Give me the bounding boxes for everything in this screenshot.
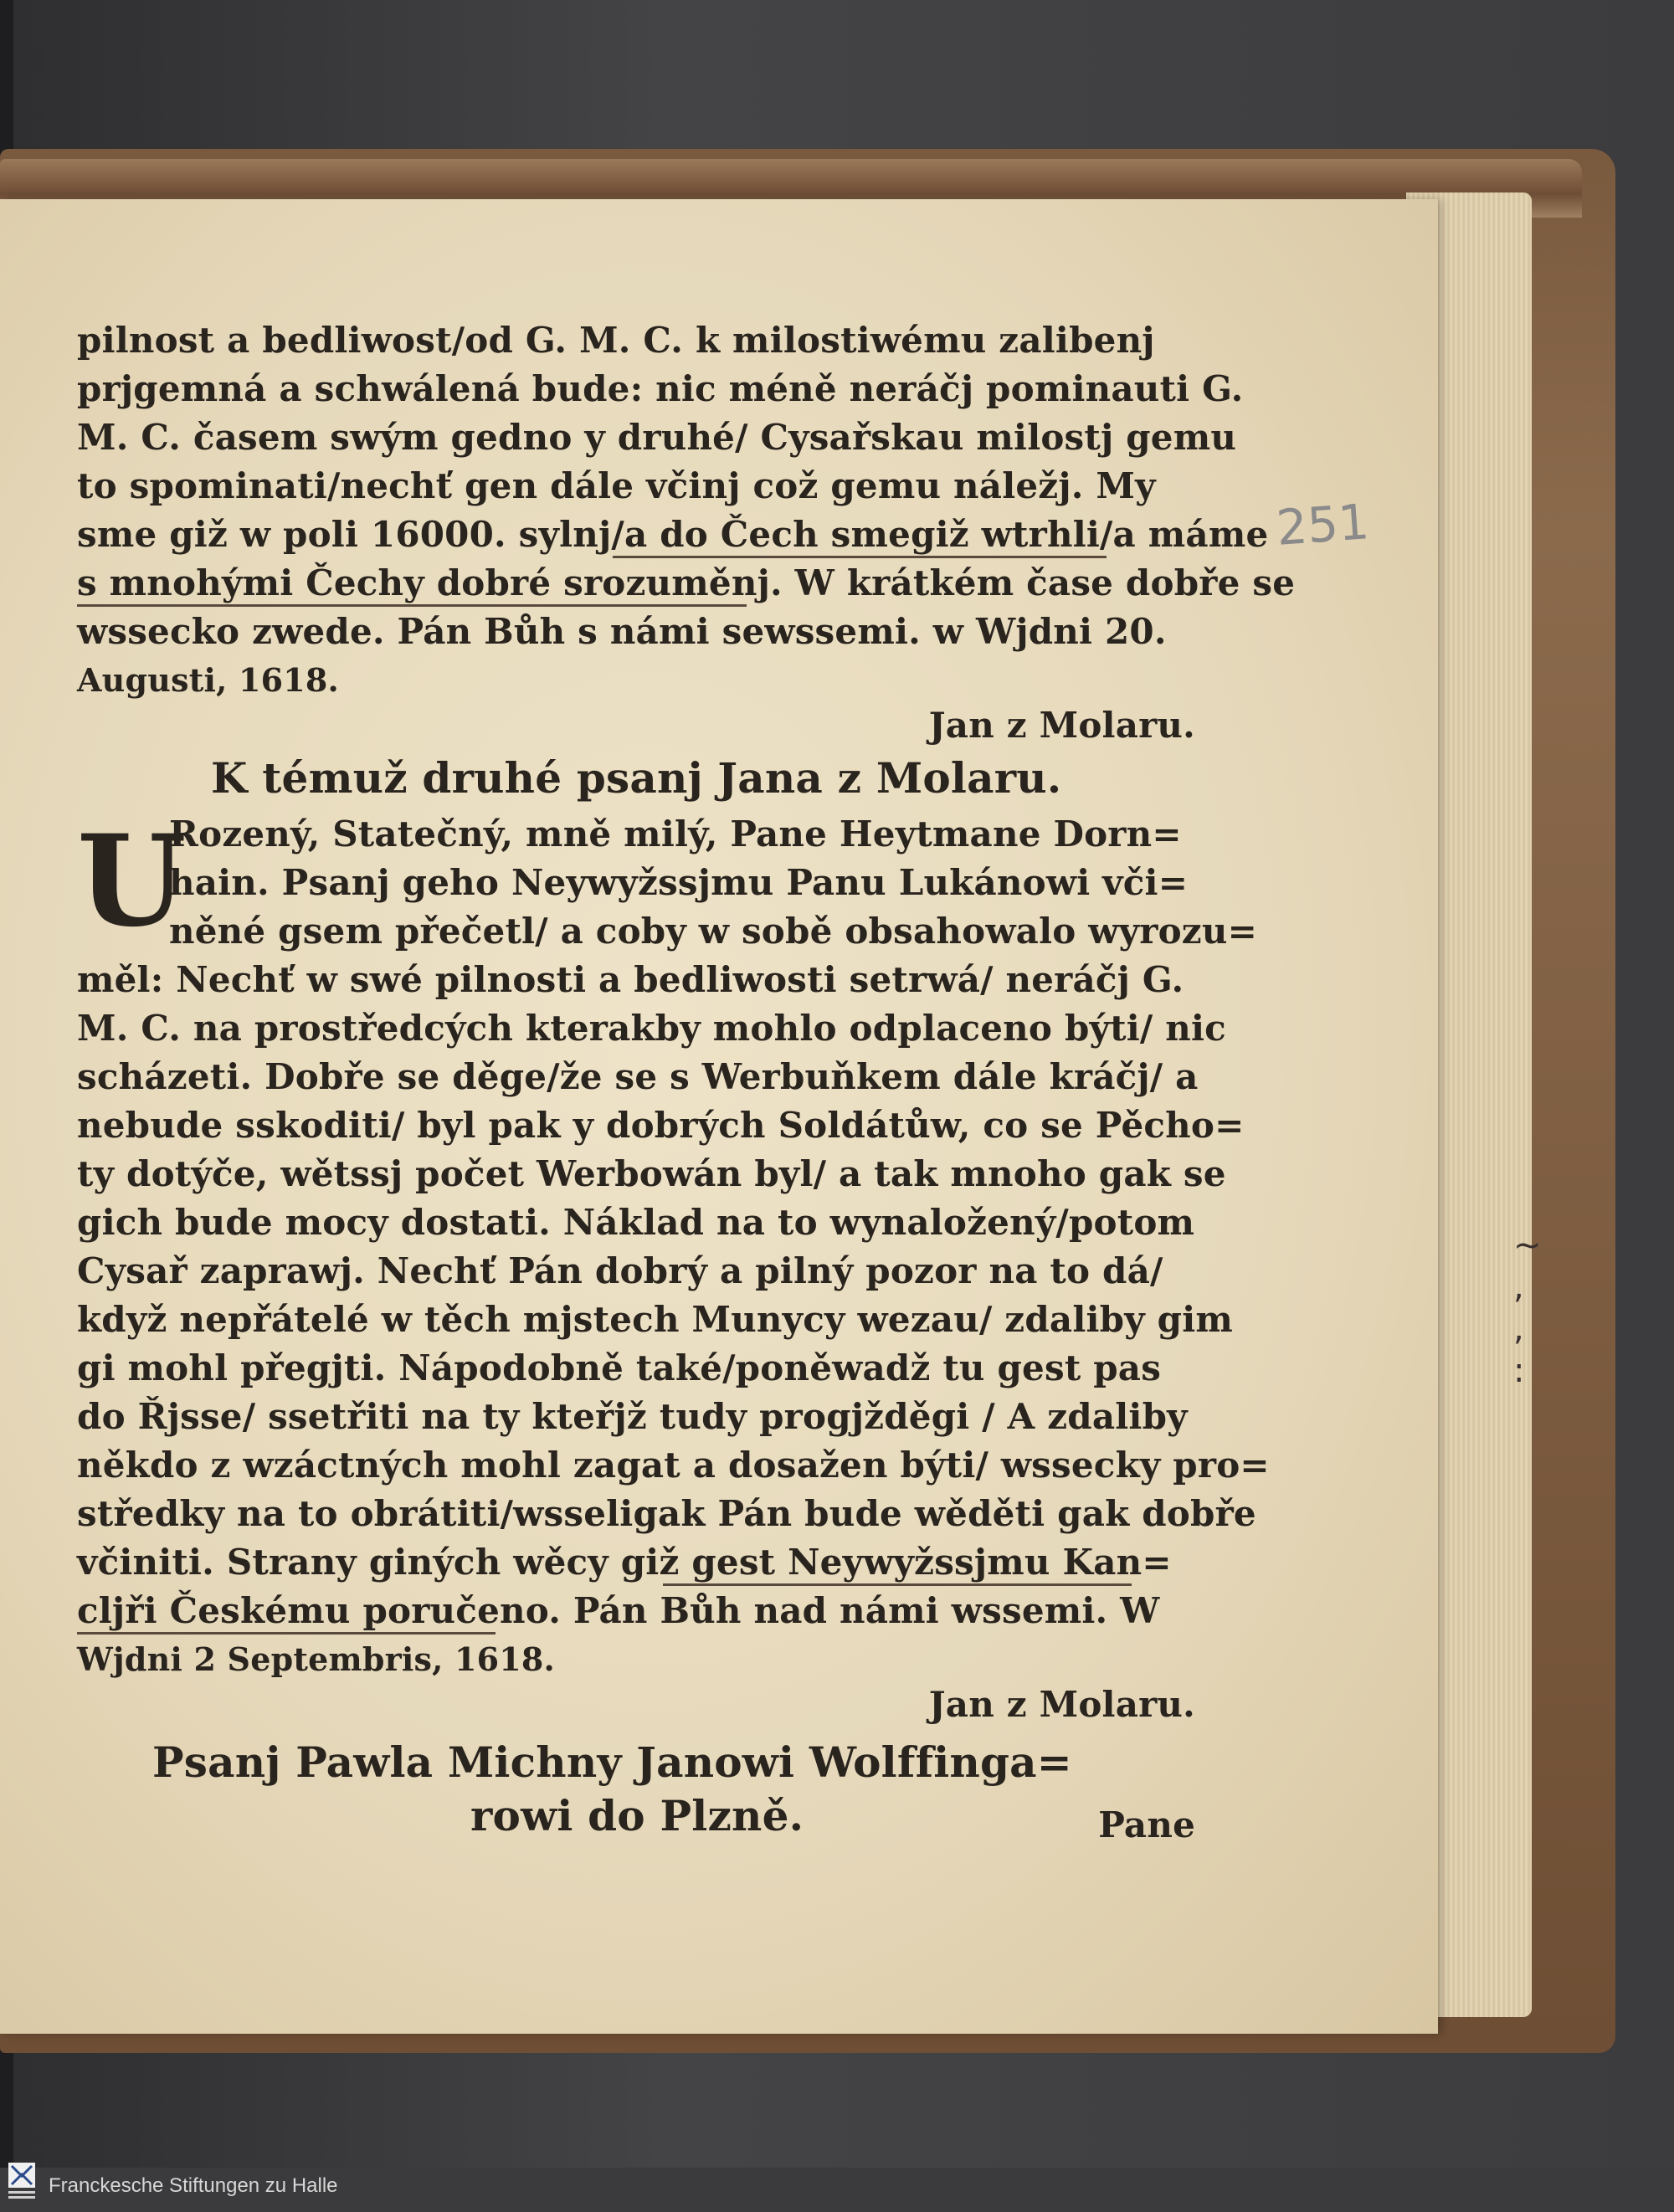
signature: Jan z Molaru. <box>928 1684 1195 1725</box>
text-line: včiniti. Strany giných wěcy giž gest Neywyžssjmu Kan= <box>77 1542 1172 1583</box>
ink-underline <box>613 556 1107 558</box>
text-line: prjgemná a schwálená bude: nic méně neráčj pominauti G. <box>77 368 1244 409</box>
archive-crest-icon <box>5 2159 39 2203</box>
text-line: M. C. časem swým gedno y druhé/ Cysařskau milostj gemu <box>77 417 1237 458</box>
text-line: Rozený, Statečný, mně milý, Pane Heytmane Dorn= <box>169 813 1182 855</box>
text-line: měl: Nechť w swé pilnosti a bedliwosti setrwá/ neráčj G. <box>77 959 1184 1000</box>
text-line: gich bude mocy dostati. Náklad na to wynaložený/potom <box>77 1202 1195 1243</box>
archive-watermark-text: Franckesche Stiftungen zu Halle <box>49 2174 338 2197</box>
section-heading: rowi do Plzně. <box>470 1791 804 1840</box>
text-line: Cysař zaprawj. Nechť Pán dobrý a pilný pozor na to dá/ <box>77 1250 1163 1291</box>
text-line: sme giž w poli 16000. sylnj/a do Čech smegiž wtrhli/a máme <box>77 514 1269 555</box>
text-line: někdo z wzáctných mohl zagat a dosažen býti/ wssecky pro= <box>77 1445 1270 1486</box>
text-line: něné gsem přečetl/ a coby w sobě obsahowalo wyrozu= <box>169 911 1257 952</box>
ink-underline <box>77 604 747 607</box>
text-line: to spominati/nechť gen dále včinj což gemu náležj. My <box>77 465 1156 506</box>
text-line: cljři Českému poručeno. Pán Bůh nad námi wssemi. W <box>77 1590 1160 1631</box>
text-line: Augusti, 1618. <box>77 661 339 699</box>
ink-underline <box>77 1632 496 1635</box>
text-line: scházeti. Dobře se děge/že se s Werbuňkem dále kráčj/ a <box>77 1056 1199 1097</box>
text-line: středky na to obrátiti/wsseligak Pán bude wěděti gak dobře <box>77 1493 1256 1534</box>
text-line: pilnost a bedliwost/od G. M. C. k milostiwému zalibenj <box>77 320 1155 361</box>
text-line: wssecko zwede. Pán Bůh s námi sewssemi. w Wjdni 20. <box>77 611 1167 652</box>
text-line: s mnohými Čechy dobré srozuměnj. W krátkém čase dobře se <box>77 562 1296 603</box>
pencil-folio-number: 251 <box>1274 493 1371 557</box>
catchword: Pane <box>1098 1804 1195 1845</box>
drop-cap-initial: U <box>77 808 187 955</box>
text-line: nebude sskoditi/ byl pak y dobrých Soldátůw, co se Pěcho= <box>77 1105 1245 1146</box>
section-heading: K témuž druhé psanj Jana z Molaru. <box>211 753 1062 803</box>
signature: Jan z Molaru. <box>928 705 1195 746</box>
text-line: M. C. na prostředcých kterakby mohlo odplaceno býti/ nic <box>77 1008 1226 1049</box>
text-line: ty dotýče, wětssj počet Werbowán byl/ a tak mnoho gak se <box>77 1153 1226 1194</box>
text-line: hain. Psanj geho Neywyžssjmu Panu Lukánowi vči= <box>169 862 1189 903</box>
text-line: Wjdni 2 Septembris, 1618. <box>77 1640 555 1678</box>
text-line: gi mohl přegjti. Nápodobně také/poněwadž tu gest pas <box>77 1347 1162 1388</box>
section-heading: Psanj Pawla Michny Janowi Wolffinga= <box>152 1737 1072 1787</box>
ink-underline <box>663 1583 1132 1586</box>
margin-notch-marks: ~ , , : <box>1513 1226 1542 1390</box>
text-line: když nepřátelé w těch mjstech Munycy wezau/ zdaliby gim <box>77 1299 1234 1340</box>
text-line: do Řjsse/ ssetřiti na ty kteřjž tudy progjžděgi / A zdaliby <box>77 1396 1188 1437</box>
